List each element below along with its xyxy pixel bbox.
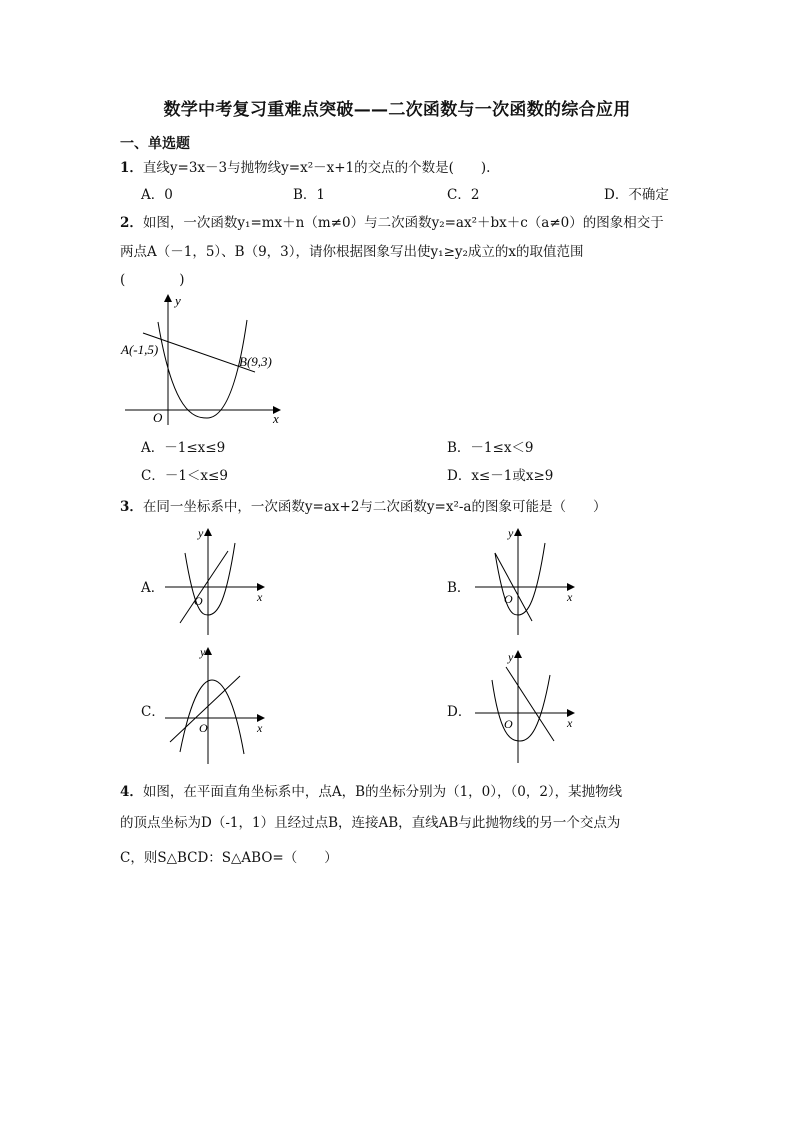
y-axis-label: y: [198, 526, 204, 540]
x-axis-label: x: [257, 721, 263, 735]
parabola: [180, 680, 244, 754]
option-a-label: A．: [141, 580, 165, 596]
y-axis-label: y: [508, 526, 514, 540]
option-c-graph: [160, 642, 270, 767]
option-a-graph: [160, 523, 270, 638]
point-a-label: A(-1,5): [121, 342, 159, 357]
question-number: 2．: [120, 215, 143, 231]
question-4-line-2: 的顶点坐标为D（-1，1）且经过点B，连接AB，直线AB与此抛物线的另一个交点为: [120, 815, 621, 831]
option-b: B．－1≤x＜9: [447, 440, 534, 456]
question-text: 如图，一次函数y₁=mx＋n（m≠0）与二次函数y₂=ax²＋bx＋c（a≠0）的图象相交于: [142, 215, 664, 231]
option-c: C．2: [447, 187, 480, 203]
y-axis-label: y: [200, 645, 206, 659]
option-d: D．不确定: [604, 187, 669, 203]
question-number: 4．: [120, 784, 143, 800]
x-axis-label: x: [273, 411, 279, 426]
section-heading: 一、单选题: [120, 136, 190, 152]
x-axis-label: x: [257, 590, 263, 604]
y-axis-label: y: [175, 293, 181, 308]
option-a: A．0: [141, 187, 173, 203]
question-2-line-3: ( ): [120, 272, 185, 288]
parabola: [495, 543, 545, 615]
question-number: 3．: [120, 499, 143, 515]
question-4-line-3: C，则S△BCD：S△ABO=（ ）: [120, 850, 338, 866]
parabola: [158, 320, 247, 418]
origin-label: O: [504, 717, 513, 731]
option-c: C．－1＜x≤9: [141, 468, 228, 484]
option-d-graph: [470, 645, 580, 765]
question-number: 1．: [120, 160, 143, 176]
line: [506, 667, 554, 741]
option-c-label: C．: [141, 704, 165, 720]
page-title: 数学中考复习重难点突破——二次函数与一次函数的综合应用: [163, 100, 631, 120]
x-axis-label: x: [567, 590, 573, 604]
question-1: [120, 156, 490, 176]
origin-label: O: [199, 721, 208, 735]
option-b-label: B．: [447, 580, 471, 596]
question-3: [120, 495, 606, 515]
option-d-label: D．: [447, 704, 472, 720]
option-a: A．－1≤x≤9: [141, 440, 226, 456]
point-b-label: B(9,3): [239, 354, 272, 369]
question-4-line-1: [120, 780, 622, 800]
option-d: D．x≤－1或x≥9: [447, 468, 554, 484]
y-axis-label: y: [508, 650, 514, 664]
question-2-line-1: [120, 211, 664, 231]
option-b: B．1: [293, 187, 326, 203]
origin-label: O: [194, 594, 203, 608]
question-text: 直线y=3x－3与抛物线y=x²－x+1的交点的个数是( ).: [142, 160, 491, 176]
option-b-graph: [470, 523, 580, 638]
x-axis-label: x: [567, 716, 573, 730]
question-2-line-2: 两点A（－1，5）、B（9，3），请你根据图象写出使y₁≥y₂成立的x的取值范围: [120, 244, 584, 260]
parabola: [492, 675, 550, 741]
origin-label: O: [504, 592, 513, 606]
q2-figure: [115, 290, 290, 430]
question-text: 如图，在平面直角坐标系中，点A，B的坐标分别为（1，0），（0，2），某抛物线: [142, 784, 623, 800]
question-text: 在同一坐标系中，一次函数y=ax+2与二次函数y=x²-a的图象可能是（ ）: [142, 499, 607, 515]
origin-label: O: [153, 410, 163, 425]
